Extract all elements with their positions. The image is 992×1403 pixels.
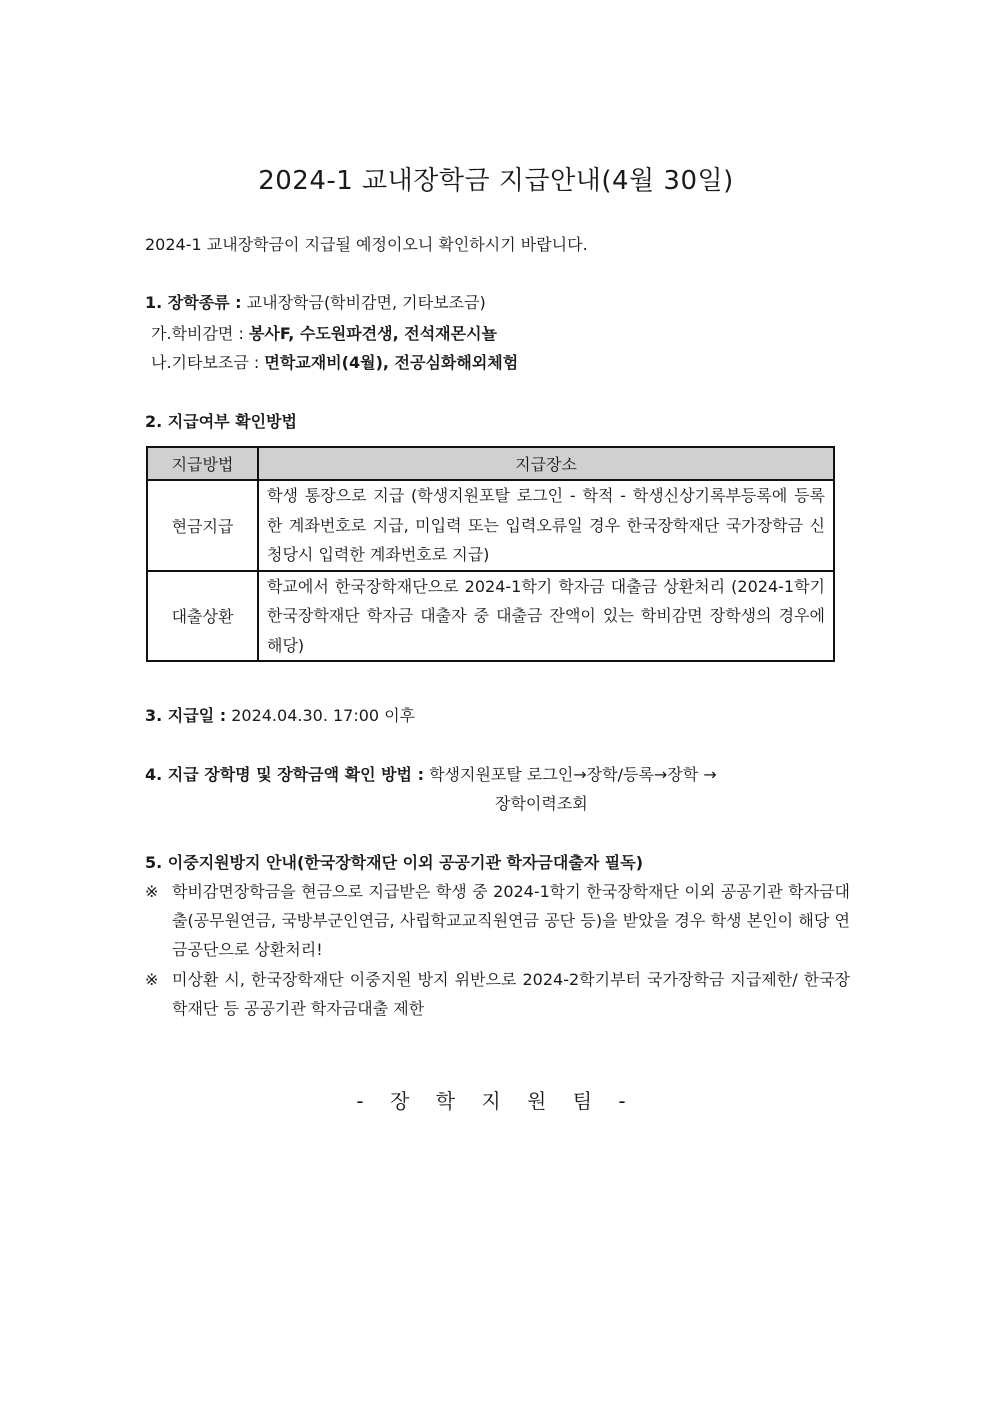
section3-line [145,705,415,727]
table-header-location: 지급장소 [258,447,834,480]
section1-b-label: 나.기타보조금 : [151,353,265,372]
note-mark: ※ [145,970,159,989]
note-2: 미상환 시, 한국장학재단 이중지원 방지 위반으로 2024-2학기부터 국가장학금 지급제한/ 한국장학재단 등 공공기관 학자금대출 제한 [172,970,850,1018]
note-mark: ※ [145,882,159,901]
section1-item-b [151,352,518,374]
section1-line [145,292,486,314]
table-header-row [147,447,834,480]
page-title: 2024-1 교내장학금 지급안내(4월 30일) [258,166,734,196]
payment-method-table [146,446,835,662]
section5-heading: 5. 이중지원방지 안내(한국장학재단 이외 공공기관 학자금대출자 필독) [145,853,644,872]
table-cell-detail: 학교에서 한국장학재단으로 2024-1학기 학자금 대출금 상환처리 (2024-1학기 한국장학재단 학자금 대출자 중 대출금 잔액이 있는 학비감면 장학생의 경우에 해당) [258,571,834,662]
table-row [147,480,834,571]
section4-heading: 4. 지급 장학명 및 장학금액 확인 방법 : [145,765,424,784]
section4-value-line2: 장학이력조회 [495,794,588,813]
section1-item-a [151,323,497,345]
section1-a-value: 봉사F, 수도원파견생, 전석재몬시뇰 [248,324,497,343]
table-header-method: 지급방법 [147,447,258,480]
footer-signature: - 장 학 지 원 팀 - [356,1089,636,1113]
section2-heading: 2. 지급여부 확인방법 [145,412,297,431]
section4-value-line1: 학생지원포탈 로그인→장학/등록→장학 → [424,765,717,784]
section4-line [145,764,717,786]
section1-value: 교내장학금(학비감면, 기타보조금) [241,293,486,312]
table-cell-method: 대출상환 [147,571,258,662]
table-cell-detail: 학생 통장으로 지급 (학생지원포탈 로그인 - 학적 - 학생신상기록부등록에 등록한 계좌번호로 지급, 미입력 또는 입력오류일 경우 한국장학재단 국가장학금 신청당시 입력한 계좌번호로 지급) [258,480,834,571]
section1-b-value: 면학교재비(4월), 전공심화해외체험 [264,353,519,372]
section3-heading: 3. 지급일 : [145,706,227,725]
note-1: 학비감면장학금을 현금으로 지급받은 학생 중 2024-1학기 한국장학재단 이외 공공기관 학자금대출(공무원연금, 국방부군인연금, 사립학교교직원연금 공단 등)을 받았을 경우 학생 본인이 해당 연금공단으로 상환처리! [172,882,850,959]
section1-a-label: 가.학비감면 : [151,324,249,343]
table-row [147,571,834,662]
table-cell-method: 현금지급 [147,480,258,571]
section3-value: 2024.04.30. 17:00 이후 [226,706,416,725]
intro-text: 2024-1 교내장학금이 지급될 예정이오니 확인하시기 바랍니다. [145,235,588,254]
section1-heading: 1. 장학종류 : [145,293,242,312]
